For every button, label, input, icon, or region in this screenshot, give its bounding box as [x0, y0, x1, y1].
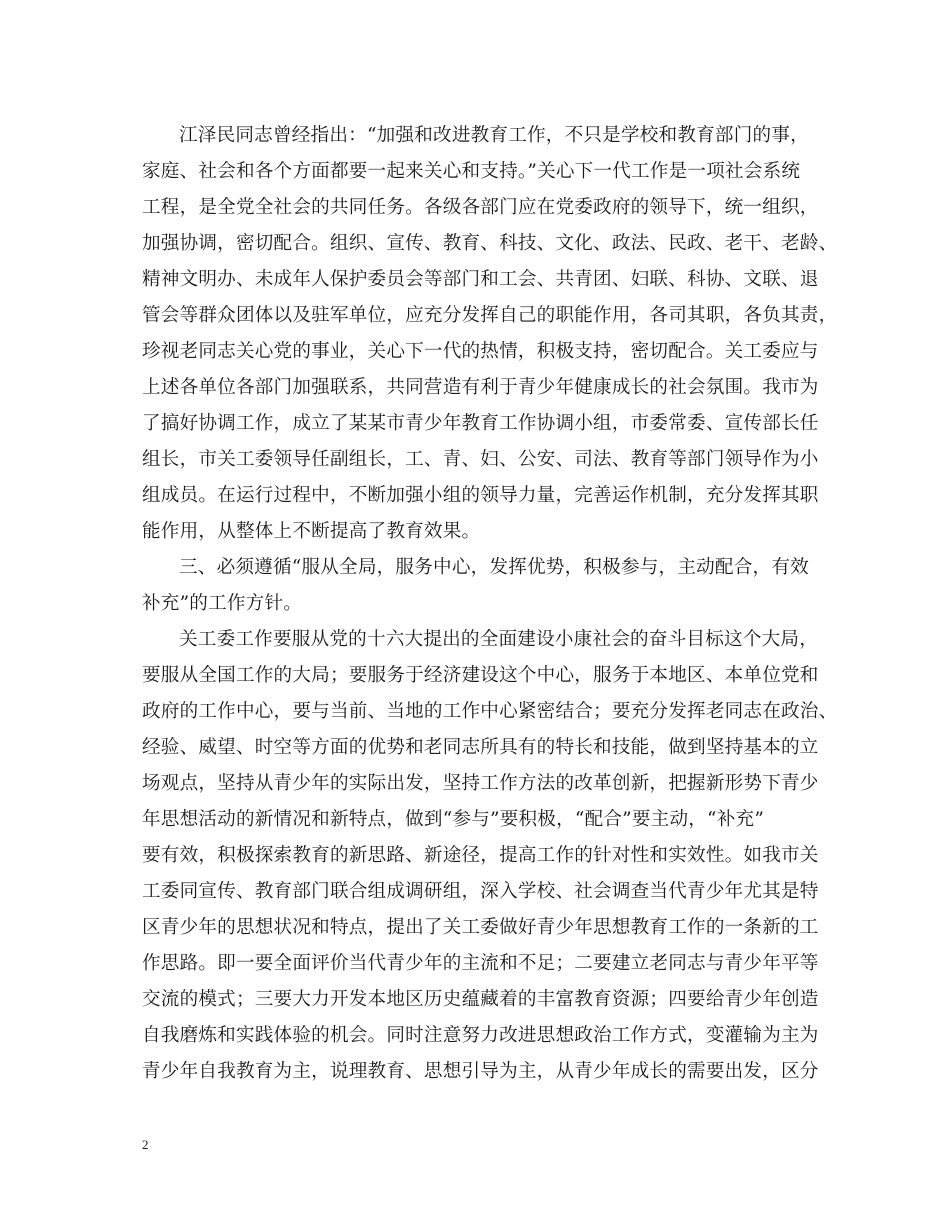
paragraph-line: 精神文明办、未成年人保护委员会等部门和工会、共青团、妇联、科协、文联、退 [142, 269, 819, 290]
paragraph-line: 家庭、社会和各个方面都要一起来关心和支持。”关心下一代工作是一项社会系统 [142, 161, 801, 182]
paragraph-line: 作思路。即一要全面评价当代青少年的主流和不足；二要建立老同志与青少年平等 [142, 953, 819, 974]
paragraph-line: 管会等群众团体以及驻军单位，应充分发挥自己的职能作用，各司其职，各负其责， [142, 305, 838, 326]
paragraph-line: 场观点，坚持从青少年的实际出发，坚持工作方法的改革创新，把握新形势下青少 [142, 773, 819, 794]
paragraph-line: 江泽民同志曾经指出：“加强和改进教育工作，不只是学校和教育部门的事， [179, 125, 809, 146]
paragraph-line: 能作用，从整体上不断提高了教育效果。 [142, 521, 481, 542]
paragraph-line: 工委同宣传、教育部门联合组成调研组，深入学校、社会调查当代青少年尤其是特 [142, 881, 819, 902]
paragraph-line: 珍视老同志关心党的事业，关心下一代的热情，积极支持，密切配合。关工委应与 [142, 341, 819, 362]
section-heading-line: 三、必须遵循“服从全局，服务中心，发挥优势，积极参与，主动配合，有效 [179, 557, 809, 578]
paragraph-line: 组成员。在运行过程中，不断加强小组的领导力量，完善运作机制，充分发挥其职 [142, 485, 819, 506]
paragraph-line: 区青少年的思想状况和特点，提出了关工委做好青少年思想教育工作的一条新的工 [142, 917, 819, 938]
paragraph-line: 加强协调，密切配合。组织、宣传、教育、科技、文化、政法、民政、老干、老龄、 [142, 233, 838, 254]
paragraph-line: 政府的工作中心，要与当前、当地的工作中心紧密结合；要充分发挥老同志在政治、 [142, 701, 838, 722]
paragraph-line: 交流的模式；三要大力开发本地区历史蕴藏着的丰富教育资源；四要给青少年创造 [142, 989, 819, 1010]
page-number: 2 [142, 1137, 149, 1152]
section-heading-line: 补充”的工作方针。 [142, 593, 303, 614]
paragraph-line: 年思想活动的新情况和新特点，做到“参与”要积极，“配合”要主动，“补充” [142, 809, 765, 830]
paragraph-line: 青少年自我教育为主，说理教育、思想引导为主，从青少年成长的需要出发，区分 [142, 1061, 819, 1082]
paragraph-line: 关工委工作要服从党的十六大提出的全面建设小康社会的奋斗目标这个大局， [179, 629, 818, 650]
paragraph-line: 自我磨炼和实践体验的机会。同时注意努力改进思想政治工作方式，变灌输为主为 [142, 1025, 819, 1046]
paragraph-line: 要服从全国工作的大局；要服务于经济建设这个中心，服务于本地区、本单位党和 [142, 665, 819, 686]
paragraph-line: 了搞好协调工作，成立了某某市青少年教育工作协调小组，市委常委、宣传部长任 [142, 413, 819, 434]
paragraph-line: 要有效，积极探索教育的新思路、新途径，提高工作的针对性和实效性。如我市关 [142, 845, 819, 866]
paragraph-line: 组长，市关工委领导任副组长，工、青、妇、公安、司法、教育等部门领导作为小 [142, 449, 819, 470]
document-body [142, 118, 838, 1090]
paragraph-line: 上述各单位各部门加强联系，共同营造有利于青少年健康成长的社会氛围。我市为 [142, 377, 819, 398]
paragraph-line: 经验、威望、时空等方面的优势和老同志所具有的特长和技能，做到坚持基本的立 [142, 737, 819, 758]
paragraph-line: 工程，是全党全社会的共同任务。各级各部门应在党委政府的领导下，统一组织， [142, 197, 819, 218]
